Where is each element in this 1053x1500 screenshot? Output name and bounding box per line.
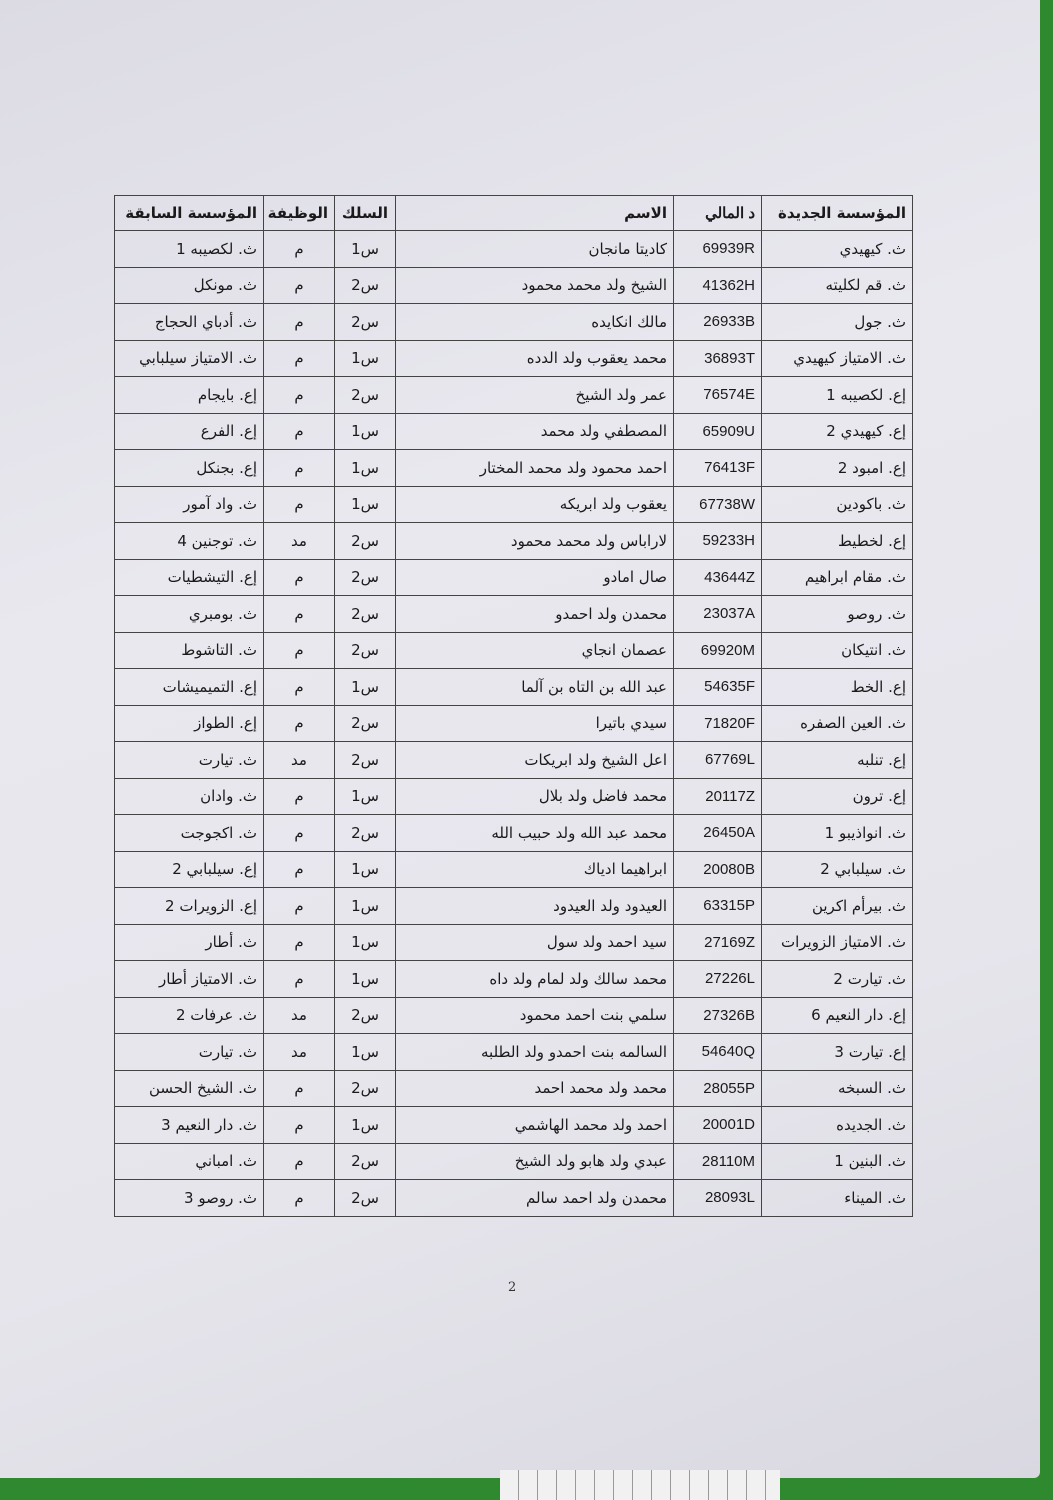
table-row	[115, 1107, 913, 1144]
new-institution-cell: إع. لكصيبه 1	[762, 377, 913, 414]
financial-number-cell	[674, 340, 762, 377]
table-row	[115, 267, 913, 304]
corps-cell: س2	[335, 377, 396, 414]
new-institution-cell: ث. السبخه	[762, 1070, 913, 1107]
financial-number-text: 65909U	[702, 422, 755, 440]
financial-number-cell	[674, 997, 762, 1034]
financial-number-text: 67738W	[699, 495, 755, 513]
financial-number-cell	[674, 669, 762, 706]
header-financial-number: د المالي	[674, 196, 762, 231]
financial-number-text: 26933B	[703, 313, 755, 331]
transfer-table	[114, 195, 913, 1217]
financial-number-text: 28055P	[703, 1079, 755, 1097]
financial-number-text: 67769L	[704, 751, 755, 769]
previous-institution-cell: ث. واد آمور	[115, 486, 264, 523]
name-cell: محمد يعقوب ولد الدده	[396, 340, 674, 377]
new-institution-cell: ث. تيارت 2	[762, 961, 913, 998]
function-cell: م	[264, 1070, 335, 1107]
new-institution-cell: ث. كيهيدي	[762, 231, 913, 268]
financial-number-text: 23037A	[703, 605, 755, 623]
corps-cell: س2	[335, 267, 396, 304]
header-new-institution: المؤسسة الجديدة	[762, 196, 913, 231]
table-row	[115, 888, 913, 925]
previous-institution-cell: إع. سيلبابي 2	[115, 851, 264, 888]
function-cell: م	[264, 450, 335, 487]
new-institution-cell: ث. بيرأم اكرين	[762, 888, 913, 925]
financial-number-text: 27169Z	[704, 933, 755, 951]
name-cell: محمد سالك ولد لمام ولد داه	[396, 961, 674, 998]
name-cell: عمر ولد الشيخ	[396, 377, 674, 414]
name-cell: محمدن ولد احمد سالم	[396, 1180, 674, 1217]
corps-cell: س1	[335, 888, 396, 925]
corps-cell: س1	[335, 669, 396, 706]
function-cell: م	[264, 669, 335, 706]
corps-cell: س2	[335, 304, 396, 341]
corps-cell: س1	[335, 486, 396, 523]
new-institution-cell: إع. تنلبه	[762, 742, 913, 779]
table-row	[115, 1034, 913, 1071]
name-cell: محمد فاضل ولد بلال	[396, 778, 674, 815]
financial-number-text: 28093L	[704, 1189, 755, 1207]
function-cell: م	[264, 778, 335, 815]
new-institution-cell: ث. جول	[762, 304, 913, 341]
new-institution-cell: إع. الخط	[762, 669, 913, 706]
function-cell: م	[264, 559, 335, 596]
new-institution-cell: ث. الامتياز كيهيدي	[762, 340, 913, 377]
financial-number-cell	[674, 851, 762, 888]
header-function: الوظيفة	[264, 196, 335, 231]
previous-institution-cell: إع. التيشطيات	[115, 559, 264, 596]
financial-number-text: 54640Q	[701, 1043, 755, 1061]
name-cell: سلمي بنت احمد محمود	[396, 997, 674, 1034]
table-header-row	[115, 196, 913, 231]
corps-cell: س2	[335, 1143, 396, 1180]
previous-institution-cell: إع. الفرع	[115, 413, 264, 450]
table-row	[115, 413, 913, 450]
name-cell: كاديتا مانجان	[396, 231, 674, 268]
financial-number-text: 54635F	[704, 678, 755, 696]
new-institution-cell: ث. البنين 1	[762, 1143, 913, 1180]
name-cell: الشيخ ولد محمد محمود	[396, 267, 674, 304]
name-cell: لاراباس ولد محمد محمود	[396, 523, 674, 560]
new-institution-cell: ث. قم لكليته	[762, 267, 913, 304]
function-cell: م	[264, 1107, 335, 1144]
financial-number-cell	[674, 596, 762, 633]
table-row	[115, 815, 913, 852]
name-cell: عبد الله بن التاه بن آلما	[396, 669, 674, 706]
financial-number-cell	[674, 1180, 762, 1217]
corps-cell: س1	[335, 1034, 396, 1071]
header-name: الاسم	[396, 196, 674, 231]
previous-institution-cell: ث. تيارت	[115, 1034, 264, 1071]
function-cell: م	[264, 1180, 335, 1217]
financial-number-text: 59233H	[702, 532, 755, 550]
new-institution-cell: إع. تيارت 3	[762, 1034, 913, 1071]
table-row	[115, 997, 913, 1034]
previous-institution-cell: إع. الزويرات 2	[115, 888, 264, 925]
function-cell: م	[264, 851, 335, 888]
function-cell: م	[264, 340, 335, 377]
new-institution-cell: ث. الميناء	[762, 1180, 913, 1217]
name-cell: المصطفي ولد محمد	[396, 413, 674, 450]
corps-cell: س1	[335, 340, 396, 377]
financial-number-text: 27326B	[703, 1006, 755, 1024]
financial-number-cell	[674, 815, 762, 852]
previous-institution-cell: ث. بومبري	[115, 596, 264, 633]
previous-institution-cell: ث. أدباي الحجاج	[115, 304, 264, 341]
corps-cell: س2	[335, 559, 396, 596]
financial-number-cell	[674, 961, 762, 998]
function-cell: م	[264, 304, 335, 341]
function-cell: م	[264, 377, 335, 414]
corps-cell: س1	[335, 851, 396, 888]
name-cell: ابراهيما ادياك	[396, 851, 674, 888]
table-body	[115, 231, 913, 1217]
table-row	[115, 596, 913, 633]
previous-institution-cell: ث. توجنين 4	[115, 523, 264, 560]
table-row	[115, 450, 913, 487]
function-cell: م	[264, 961, 335, 998]
new-institution-cell: إع. امبود 2	[762, 450, 913, 487]
previous-institution-cell: ث. اكجوجت	[115, 815, 264, 852]
function-cell: مد	[264, 1034, 335, 1071]
function-cell: مد	[264, 523, 335, 560]
function-cell: مد	[264, 997, 335, 1034]
financial-number-cell	[674, 632, 762, 669]
financial-number-text: 76574E	[703, 386, 755, 404]
corps-cell: س1	[335, 413, 396, 450]
name-cell: السالمه بنت احمدو ولد الطلبه	[396, 1034, 674, 1071]
name-cell: احمد محمود ولد محمد المختار	[396, 450, 674, 487]
table-row	[115, 669, 913, 706]
table-row	[115, 924, 913, 961]
financial-number-cell	[674, 450, 762, 487]
previous-institution-cell: إع. الطواز	[115, 705, 264, 742]
table-row	[115, 304, 913, 341]
function-cell: م	[264, 486, 335, 523]
name-cell: محمد عبد الله ولد حبيب الله	[396, 815, 674, 852]
previous-institution-cell: ث. الشيخ الحسن	[115, 1070, 264, 1107]
new-institution-cell: ث. الامتياز الزويرات	[762, 924, 913, 961]
corps-cell: س1	[335, 450, 396, 487]
name-cell: مالك انكايده	[396, 304, 674, 341]
new-institution-cell: ث. باكودين	[762, 486, 913, 523]
table-row	[115, 851, 913, 888]
financial-number-cell	[674, 1107, 762, 1144]
function-cell: م	[264, 632, 335, 669]
corps-cell: س2	[335, 596, 396, 633]
corps-cell: س1	[335, 1107, 396, 1144]
table-row	[115, 1143, 913, 1180]
name-cell: يعقوب ولد ابريكه	[396, 486, 674, 523]
corps-cell: س1	[335, 961, 396, 998]
new-institution-cell: إع. كيهيدي 2	[762, 413, 913, 450]
financial-number-text: 76413F	[704, 459, 755, 477]
previous-institution-cell: ث. الامتياز سيلبابي	[115, 340, 264, 377]
new-institution-cell: إع. دار النعيم 6	[762, 997, 913, 1034]
function-cell: م	[264, 413, 335, 450]
previous-institution-cell: ث. مونكل	[115, 267, 264, 304]
name-cell: عصمان انجاي	[396, 632, 674, 669]
financial-number-text: 20001D	[702, 1116, 755, 1134]
name-cell: صال امادو	[396, 559, 674, 596]
financial-number-text: 27226L	[704, 970, 755, 988]
name-cell: سيدي باتيرا	[396, 705, 674, 742]
corps-cell: س2	[335, 997, 396, 1034]
corps-cell: س2	[335, 815, 396, 852]
financial-number-text: 43644Z	[704, 568, 755, 586]
function-cell: م	[264, 231, 335, 268]
financial-number-text: 63315P	[703, 897, 755, 915]
financial-number-cell	[674, 924, 762, 961]
table-row	[115, 1180, 913, 1217]
table-row	[115, 742, 913, 779]
financial-number-text: 26450A	[703, 824, 755, 842]
corps-cell: س2	[335, 705, 396, 742]
financial-number-cell	[674, 888, 762, 925]
table-row	[115, 523, 913, 560]
function-cell: م	[264, 705, 335, 742]
financial-number-cell	[674, 413, 762, 450]
function-cell: م	[264, 596, 335, 633]
function-cell: م	[264, 815, 335, 852]
header-previous-institution: المؤسسة السابقة	[115, 196, 264, 231]
function-cell: م	[264, 924, 335, 961]
financial-number-cell	[674, 486, 762, 523]
table-row	[115, 231, 913, 268]
financial-number-cell	[674, 523, 762, 560]
name-cell: اعل الشيخ ولد ابريكات	[396, 742, 674, 779]
previous-institution-cell: ث. التاشوط	[115, 632, 264, 669]
previous-institution-cell: ث. أطار	[115, 924, 264, 961]
new-institution-cell: إع. لخطيط	[762, 523, 913, 560]
table-row	[115, 377, 913, 414]
corps-cell: س2	[335, 1070, 396, 1107]
corps-cell: س1	[335, 231, 396, 268]
financial-number-text: 69939R	[702, 240, 755, 258]
corps-cell: س1	[335, 924, 396, 961]
header-corps: السلك	[335, 196, 396, 231]
previous-institution-cell: إع. التميميشات	[115, 669, 264, 706]
financial-number-text: 69920M	[700, 641, 755, 659]
new-institution-cell: ث. الجديده	[762, 1107, 913, 1144]
financial-number-text: 71820F	[704, 714, 755, 732]
function-cell: م	[264, 267, 335, 304]
previous-institution-cell: ث. روصو 3	[115, 1180, 264, 1217]
function-cell: م	[264, 888, 335, 925]
table-row	[115, 486, 913, 523]
financial-number-text: 36893T	[704, 349, 755, 367]
financial-number-cell	[674, 267, 762, 304]
previous-institution-cell: ث. لكصيبه 1	[115, 231, 264, 268]
financial-number-cell	[674, 304, 762, 341]
table-row	[115, 961, 913, 998]
previous-institution-cell: ث. امباني	[115, 1143, 264, 1180]
previous-institution-cell: ث. تيارت	[115, 742, 264, 779]
name-cell: محمدن ولد احمدو	[396, 596, 674, 633]
table-row	[115, 632, 913, 669]
new-institution-cell: ث. روصو	[762, 596, 913, 633]
financial-number-cell	[674, 778, 762, 815]
function-cell: م	[264, 1143, 335, 1180]
new-institution-cell: ث. انواذيبو 1	[762, 815, 913, 852]
financial-number-text: 28110M	[701, 1152, 755, 1170]
new-institution-cell: ث. سيلبابي 2	[762, 851, 913, 888]
financial-number-text: 20117Z	[705, 787, 755, 805]
new-institution-cell: إع. ترون	[762, 778, 913, 815]
table-row	[115, 705, 913, 742]
financial-number-cell	[674, 1070, 762, 1107]
function-cell: مد	[264, 742, 335, 779]
financial-number-cell	[674, 1034, 762, 1071]
table-row	[115, 340, 913, 377]
name-cell: محمد ولد محمد احمد	[396, 1070, 674, 1107]
financial-number-text: 20080B	[703, 860, 755, 878]
corps-cell: س2	[335, 523, 396, 560]
new-institution-cell: ث. انتيكان	[762, 632, 913, 669]
table-row	[115, 1070, 913, 1107]
previous-institution-cell: ث. الامتياز أطار	[115, 961, 264, 998]
previous-institution-cell: ث. عرفات 2	[115, 997, 264, 1034]
corps-cell: س2	[335, 742, 396, 779]
name-cell: عبدي ولد هابو ولد الشيخ	[396, 1143, 674, 1180]
name-cell: العيدود ولد العيدود	[396, 888, 674, 925]
financial-number-cell	[674, 377, 762, 414]
previous-institution-cell: ث. وادان	[115, 778, 264, 815]
grid-paper-edge	[500, 1470, 780, 1500]
table-row	[115, 778, 913, 815]
corps-cell: س2	[335, 1180, 396, 1217]
name-cell: احمد ولد محمد الهاشمي	[396, 1107, 674, 1144]
previous-institution-cell: إع. بايجام	[115, 377, 264, 414]
financial-number-cell	[674, 705, 762, 742]
name-cell: سيد احمد ولد سول	[396, 924, 674, 961]
new-institution-cell: ث. العين الصفره	[762, 705, 913, 742]
page-number: 2	[508, 1280, 517, 1295]
table-row	[115, 559, 913, 596]
financial-number-cell	[674, 742, 762, 779]
corps-cell: س1	[335, 778, 396, 815]
corps-cell: س2	[335, 632, 396, 669]
financial-number-cell	[674, 1143, 762, 1180]
previous-institution-cell: إع. بجنكل	[115, 450, 264, 487]
previous-institution-cell: ث. دار النعيم 3	[115, 1107, 264, 1144]
financial-number-cell	[674, 559, 762, 596]
new-institution-cell: ث. مقام ابراهيم	[762, 559, 913, 596]
financial-number-text: 41362H	[702, 276, 755, 294]
financial-number-cell	[674, 231, 762, 268]
